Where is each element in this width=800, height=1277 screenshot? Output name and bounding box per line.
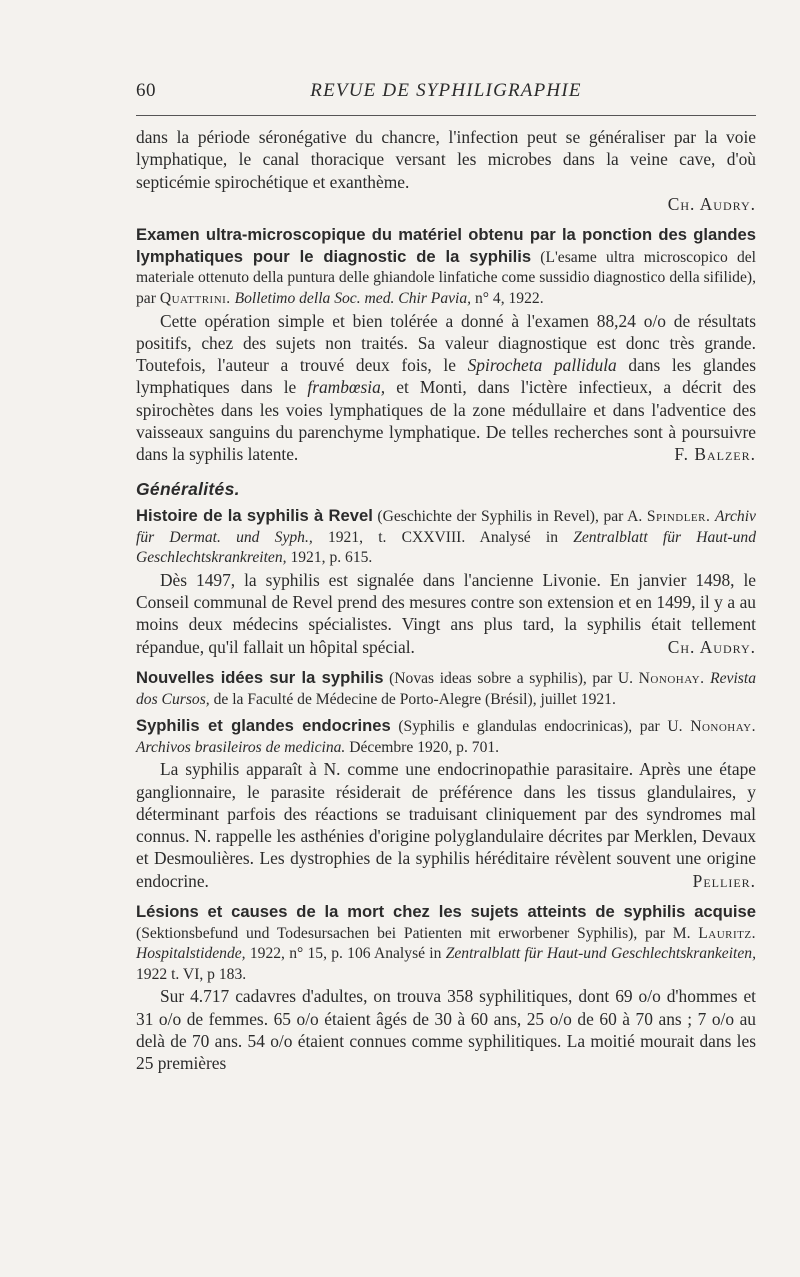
review-entry-lesions bbox=[136, 902, 756, 1075]
entry-journal-secondary: Zentralblatt für Haut-und Geschlechtskrankreiten, bbox=[136, 528, 757, 567]
running-title: REVUE DE SYPHILIGRAPHIE bbox=[310, 80, 582, 101]
entry-title: Syphilis et glandes endocrines bbox=[136, 716, 391, 736]
entry-reference: n° 4, 1922. bbox=[474, 289, 544, 307]
entry-body-part: Dès 1497, la syphilis est signalée dans l'ancienne Livonie. En janvier 1498, le Conseil communal de Revel prend des mesures contre son extension et en 1499, il y a au moins deux médecins spécialistes. Vingt ans plus tard, la syphilis était tellement répandue, qu'il fallait un hôpital spécial. bbox=[136, 569, 756, 657]
entry-title: Nouvelles idées sur la syphilis bbox=[136, 667, 384, 687]
entry-reference: Décembre 1920, p. 701. bbox=[349, 738, 500, 756]
intro-text: dans la période séronégative du chancre, l'infection peut se généraliser par la voie lymphatique, le canal thoracique versant les microbes dans la veine cave, d'où septicémie spirochétique et exanthème. bbox=[136, 127, 756, 192]
page-header bbox=[136, 80, 756, 106]
review-entry-ultramicroscopy bbox=[136, 225, 756, 465]
entry-title: Examen ultra-microscopique du matériel obtenu par la ponction des glandes lymphatiques pour le diagnostic de la syphilis bbox=[136, 225, 756, 266]
entry-journal: Revista dos Cursos, bbox=[136, 669, 756, 708]
entry-reference-secondary: 1922 t. VI, p 183. bbox=[136, 965, 247, 983]
entry-journal: Hospitalstidende, bbox=[136, 945, 246, 963]
entry-body-part: La syphilis apparaît à N. comme une endocrinopathie parasitaire. Après une étape ganglionnaire, le parasite résiderait de préférence dans les tissus glandulaires, y déterminant parfois des réactions se traduisant cliniquement par des syndromes mal connus. N. rappelle les asthénies d'origine polyglandulaire décrites par Merklen, Devaux et Desmoulières. Les dystrophies de la syphilis héréditaire révèlent souvent une origine endocrine. bbox=[136, 759, 756, 891]
entry-title: Lésions et causes de la mort chez les sujets atteints de syphilis acquise bbox=[136, 902, 756, 922]
entry-author: Quattrini. bbox=[159, 289, 231, 307]
entry-body-part: dans les glandes lymphatiques dans le bbox=[136, 355, 756, 398]
entry-reference-secondary: 1921, p. 615. bbox=[290, 549, 373, 567]
entry-signature: Ch. Audry. bbox=[667, 636, 756, 657]
header-rule bbox=[136, 115, 756, 116]
intro-signature: Ch. Audry. bbox=[667, 193, 756, 214]
intro-block bbox=[136, 126, 756, 215]
entry-journal: Bolletimo della Soc. med. Chir Pavia, bbox=[234, 289, 472, 307]
section-heading: Généralités. bbox=[136, 478, 240, 499]
entry-original-title: (Novas ideas sobre a syphilis), par U. bbox=[389, 669, 634, 687]
entry-body-part: et Monti, dans l'ictère infectieux, a décrit des spirochètes dans les voies lymphatiques de la zone médullaire et dans l'adventice des vaisseaux sanguins du parenchyme lymphatique. De telles recherches sont à poursuivre dans la syphilis latente. bbox=[136, 377, 756, 465]
entry-journal: Archivos brasileiros de medicina. bbox=[136, 738, 346, 756]
entry-journal-secondary: Zentralblatt für Haut-und Geschlechtskrankeiten, bbox=[445, 945, 756, 963]
entry-heading bbox=[136, 902, 756, 985]
entry-reference: 1921, t. CXXVIII. Analysé in bbox=[327, 528, 558, 546]
entry-body-italic: frambœsia, bbox=[307, 377, 386, 398]
review-entry-endocrines bbox=[136, 716, 756, 892]
entry-author: Nonohay. bbox=[690, 718, 757, 736]
entry-body-italic: Spirocheta pallidula bbox=[467, 355, 617, 376]
entry-signature: Pellier. bbox=[692, 870, 756, 891]
entry-original-title: (Geschichte der Syphilis in Revel), par A. bbox=[377, 507, 643, 525]
entry-signature: F. Balzer. bbox=[674, 444, 756, 465]
entry-reference: 1922, n° 15, p. 106 Analysé in bbox=[249, 945, 442, 963]
entry-reference: de la Faculté de Médecine de Porto-Alegre (Brésil), juillet 1921. bbox=[213, 690, 616, 708]
entry-author: Lauritz. bbox=[698, 924, 756, 942]
entry-author: Spindler. bbox=[646, 507, 711, 525]
entry-body bbox=[136, 569, 756, 658]
review-entry-revel bbox=[136, 506, 756, 658]
entry-original-title: (Sektionsbefund und Todesursachen bei Patienten mit erworbener Syphilis), par M. bbox=[136, 924, 691, 942]
page-content bbox=[136, 126, 756, 1075]
entry-body-part: Cette opération simple et bien tolérée a donné à l'examen 88,24 o/o de résultats positifs, chez des sujets non traités. Sa valeur diagnostique est donc très grande. Toutefois, l'auteur a trouvé deux fois, le bbox=[136, 310, 756, 376]
entry-journal: Archiv für Dermat. und Syph., bbox=[136, 507, 756, 546]
entry-body bbox=[136, 758, 756, 892]
page-number: 60 bbox=[136, 80, 156, 101]
entry-body bbox=[136, 310, 756, 466]
entry-heading bbox=[136, 506, 756, 569]
entry-original-title: (Syphilis e glandulas endocrinicas), par U. bbox=[398, 718, 683, 736]
entry-title: Histoire de la syphilis à Revel bbox=[136, 505, 373, 525]
entry-heading bbox=[136, 225, 756, 309]
entry-original-title: (L'esame ultra microscopico del materiale ottenuto della puntura delle ghiandole linfatiche come sussidio diagnostico della sifilide), par bbox=[136, 248, 756, 307]
entry-heading bbox=[136, 668, 756, 710]
entry-body-part: Sur 4.717 cadavres d'adultes, on trouva 358 syphilitiques, dont 69 o/o d'hommes et 31 o/o de femmes. 65 o/o étaient âgés de 30 à 60 ans, 25 o/o de 60 à 70 ans ; 7 o/o au delà de 70 ans. 54 o/o étaient connues comme syphilitiques. La moitié mourait dans les 25 premières bbox=[136, 986, 756, 1074]
entry-heading bbox=[136, 716, 756, 758]
review-entry-nouvelles-idees bbox=[136, 668, 756, 710]
entry-body bbox=[136, 985, 756, 1074]
entry-author: Nonohay. bbox=[638, 669, 705, 687]
